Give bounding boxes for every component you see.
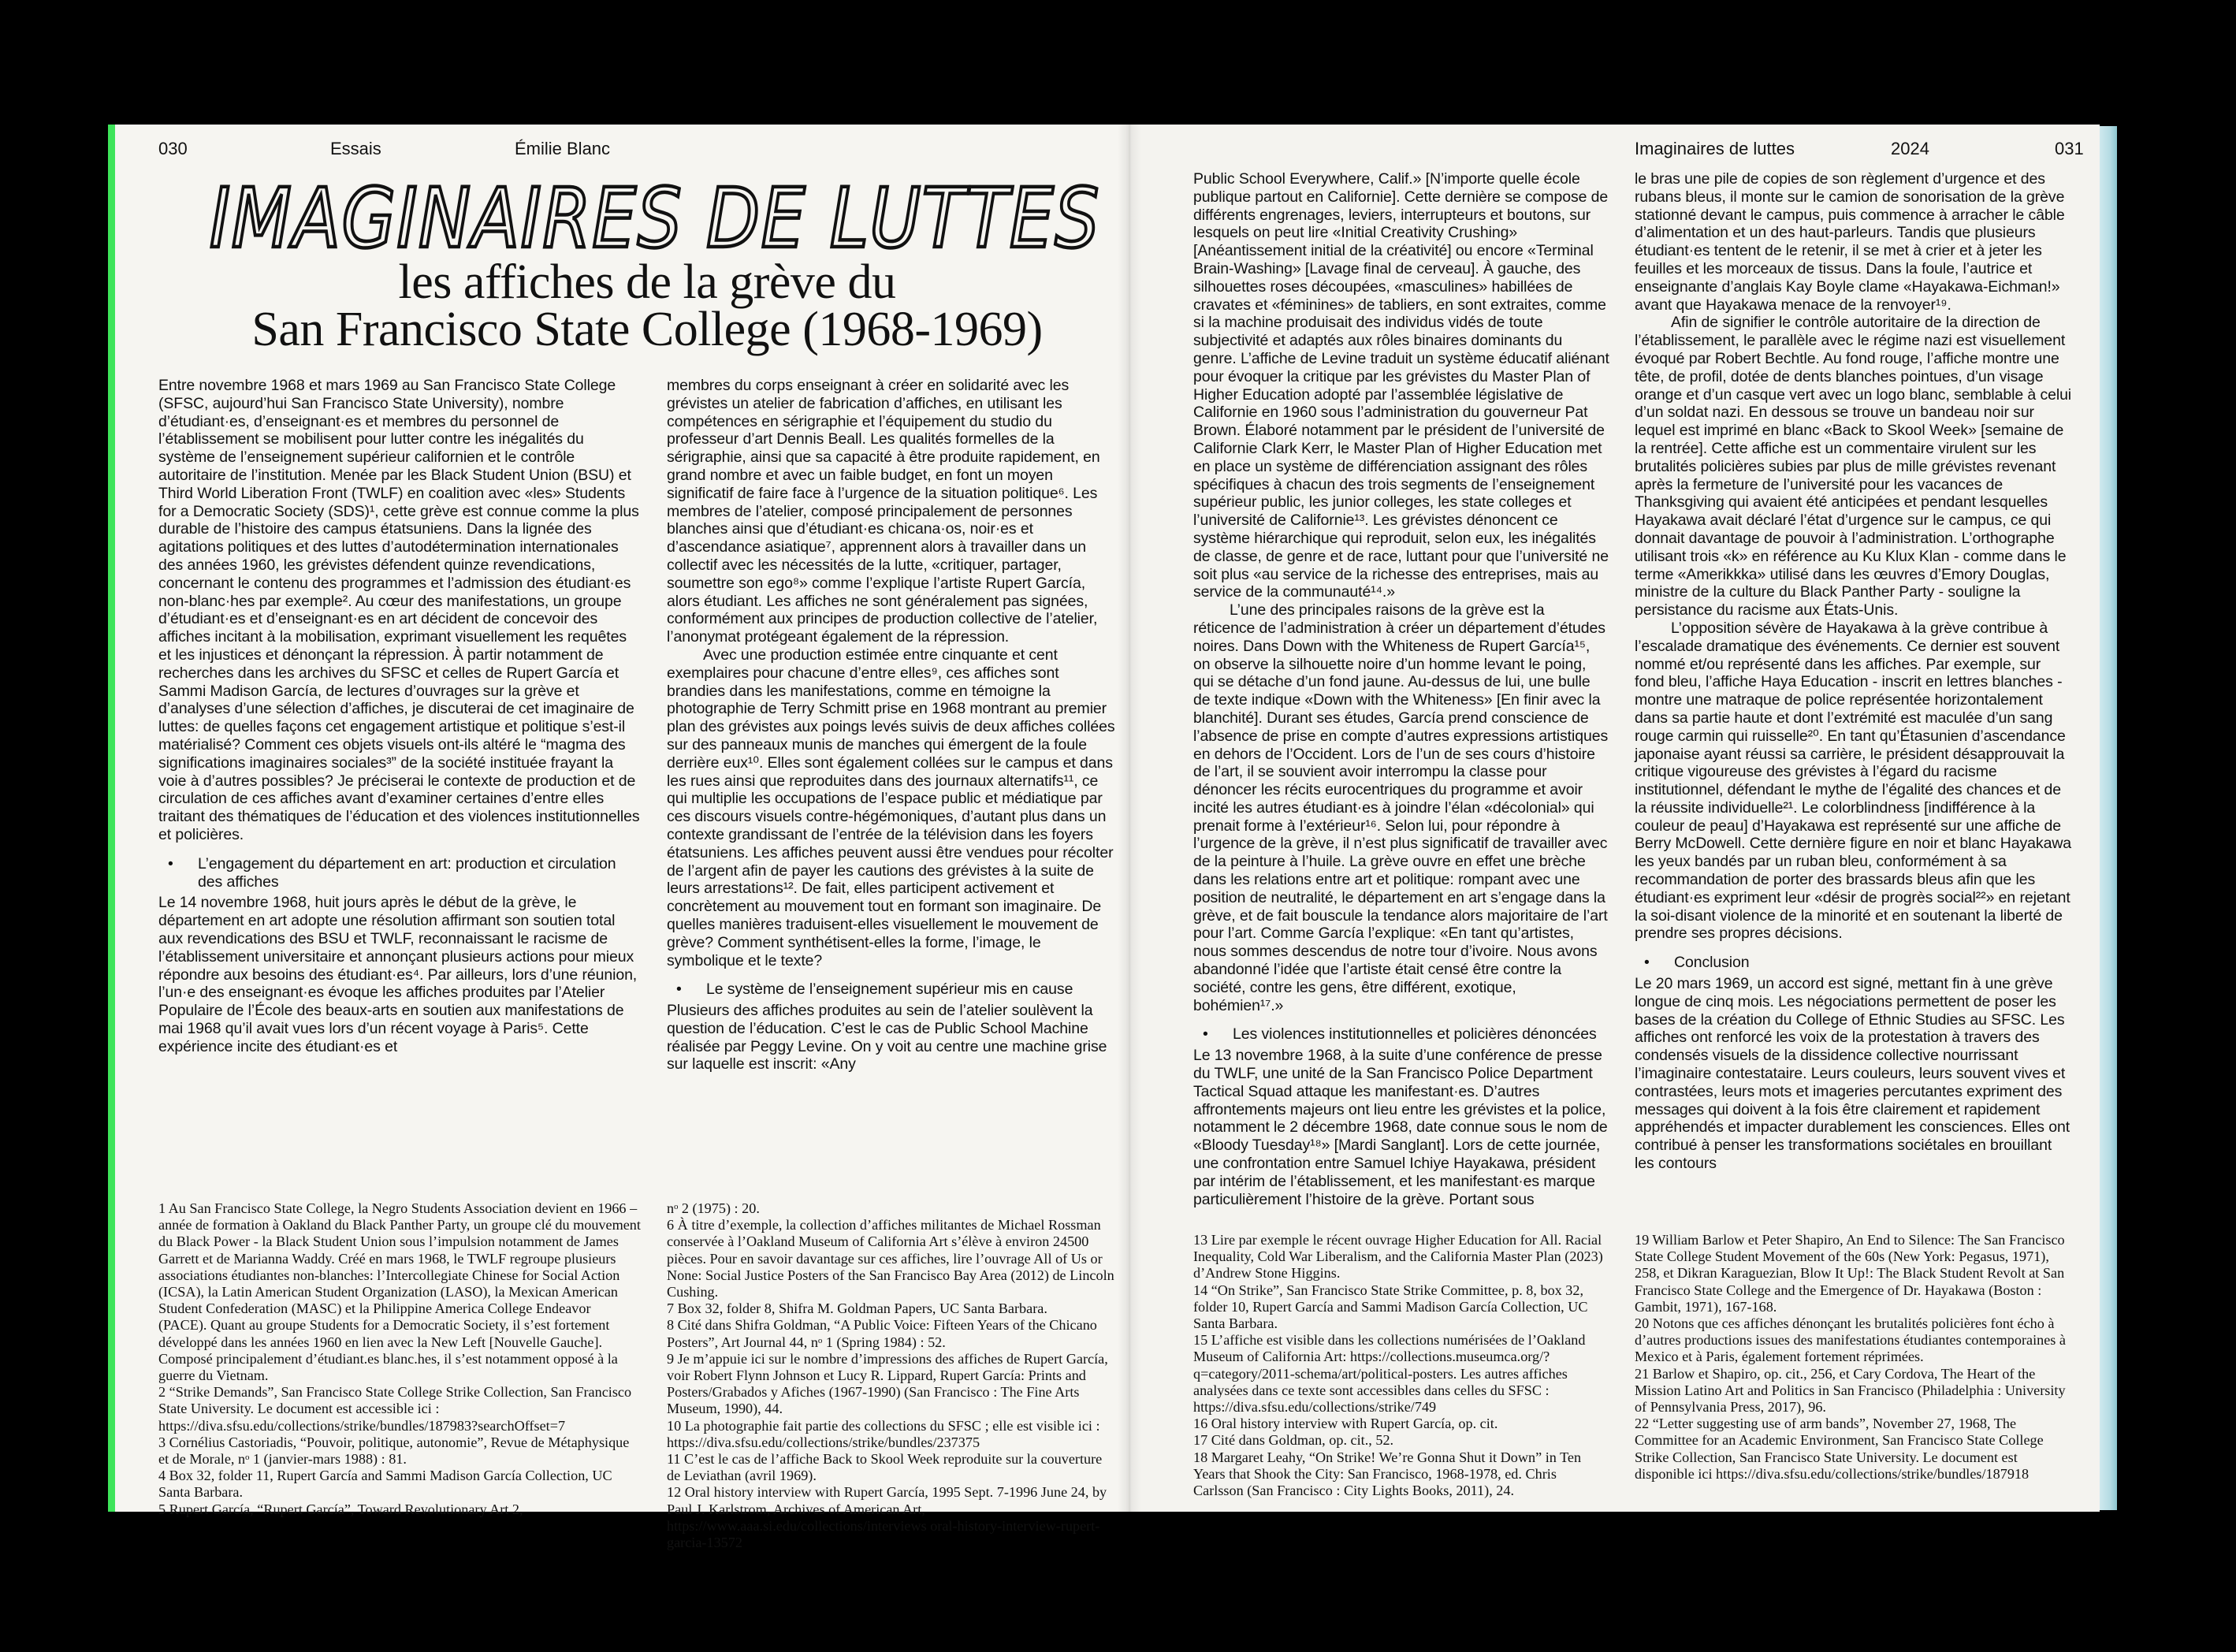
left-footnotes-col-1 <box>158 1200 641 1518</box>
body-paragraph: Public School Everywhere, Calif.» [N’importe quelle école publique partout en Californie]. Cette dernière se compose de différents engrenages, leviers, interrupteurs et boutons, sur lesquels on peut lire «Initial Creativity Crushing» [Anéantissement initial de la créativité] ou encore «Terminal Brain-Washing» [Lavage final de cerveau]. À gauche, des silhouettes roses découpées, «masculines» habillées de cravates et «féminines» de tabliers, en sont extraites, comme si la machine produisait des individus vidés de toute subjectivité et adaptés aux rôles binaires dominants du genre. L’affiche de Levine traduit un système éducatif aliénant pour évoquer la critique par les grévistes du Master Plan of Higher Education adopté par l’assemblée législative de Californie en 1960 sous l’administration du gouverneur Pat Brown. Élaboré notamment par le président de l’université de Californie Clark Kerr, le Master Plan of Higher Education met en place un système de différenciation assignant des rôles spécifiques à chacun des trois segments de l’enseignement supérieur public, les junior colleges, les state colleges et l’université de Californie¹³. Les grévistes dénoncent ce système hiérarchique qui reproduit, selon eux, les inégalités de classe, de genre et de race, luttant pour que l’université ne soit plus «au service de la richesse des entreprises, mais au service de la communauté¹⁴.» <box>1193 170 1609 601</box>
section-heading-engagement <box>158 855 641 891</box>
section-heading-text: Le système de l’enseignement supérieur mis en cause <box>706 980 1073 999</box>
footnote: 19 William Barlow et Peter Shapiro, An End to Silence: The San Francisco State College Student Movement of the 60s (New York: Pegasus, 1971), 258, et Dikran Karaguezian, Blow It Up!: The Black Student Revolt at San Francisco State College and the Emergence of Dr. Hayakawa (Boston : Gambit, 1971), 167-168. <box>1635 1232 2065 1315</box>
right-page-number: 031 <box>2055 139 2084 158</box>
section-heading-text: Conclusion <box>1674 954 1750 972</box>
footnote: 6 À titre d’exemple, la collection d’affiches militantes de Michael Rossman conservée à l’Oakland Museum of California Art s’élève à environ 24500 pièces. Pour en savoir davantage sur ces affiches, lire l’ouvrage All of Us or None: Social Justice Posters of the San Francisco Bay Area (2012) de Lincoln Cushing. <box>667 1217 1114 1300</box>
book-gutter-shadow <box>1118 125 1141 1512</box>
left-page-number: 030 <box>158 139 188 158</box>
section-heading-violences <box>1193 1025 1609 1044</box>
footnote: 20 Notons que ces affiches dénonçant les brutalités policières font écho à d’autres productions issues des manifestations étudiantes contemporaines à Mexico et à Paris, également fortement réprimées. <box>1635 1315 2067 1365</box>
footnote: 18 Margaret Leahy, “On Strike! We’re Gonna Shut it Down” in Ten Years that Shook the City: San Francisco, 1968-1978, ed. Chris Carlsson (San Francisco : City Lights Books, 2011), 24. <box>1193 1449 1582 1499</box>
left-footnotes-col-2 <box>667 1200 1118 1551</box>
left-column-1 <box>158 377 641 1055</box>
footnote: 17 Cité dans Goldman, op. cit., 52. <box>1193 1432 1394 1449</box>
subtitle-line-2: San Francisco State College (1968-1969) <box>251 303 1043 356</box>
footnote: 1 Au San Francisco State College, la Negro Students Association devient en 1966 – année de formation à Oakland du Black Panther Party, un groupe clé du mouvement du Black Power - la Black Student Union sous l’impulsion notamment de James Garrett et de Marianna Waddy. Créé en mars 1968, le TWLF regroupe plusieurs associations étudiantes non-blanches: l’Intercollegiate Chinese for Social Action (ICSA), la Latin American Student Organization (LASO), la Mexican American Student Confederation (MASC) et la Philippine America College Endeavor (PACE). Quant au groupe Students for a Democratic Society, il s’est fortement développé dans les années 1960 en lien avec la New Left [Nouvelle Gauche]. Composé principalement d’étudiant.es blanc.hes, il s’est notamment opposé à la guerre du Vietnam. <box>158 1200 641 1384</box>
footnote: 11 C’est le cas de l’affiche Back to Skool Week reproduite sur la couverture de Leviathan (avril 1969). <box>667 1451 1103 1484</box>
footnote: 15 L’affiche est visible dans les collections numérisées de l’Oakland Museum of California Art: https://collections.museumca.org/?q=category/2011-schema/art/political-posters. Les autres affiches analysées dans ce texte sont accessibles dans celles du SFSC : https://diva.sfsu.edu/collections/strike/749 <box>1193 1332 1586 1416</box>
footnote: 14 “On Strike”, San Francisco State Strike Committee, p. 8, box 32, folder 10, Rupert García and Sammi Madison García Collection, UC Santa Barbara. <box>1193 1282 1588 1332</box>
handwritten-title-text: IMAGINAIRES DE LUTTES <box>210 170 1100 266</box>
left-page <box>108 125 1126 1551</box>
right-footnotes-col-2 <box>1635 1232 2074 1483</box>
footnote: 7 Box 32, folder 8, Shifra M. Goldman Papers, UC Santa Barbara. <box>667 1300 1047 1317</box>
footnote: 5 Rupert García, “Rupert García”, Toward Revolutionary Art 2, <box>158 1501 523 1517</box>
right-footnotes-col-1 <box>1193 1232 1609 1499</box>
footnote: 3 Cornélius Castoriadis, “Pouvoir, politique, autonomie”, Revue de Métaphysique et de Morale, nᵒ 1 (janvier-mars 1988) : 81. <box>158 1434 630 1468</box>
right-page <box>1126 125 2100 1512</box>
left-section-label: Essais <box>330 139 381 158</box>
page-stack-edge <box>2100 126 2117 1510</box>
footnote: 4 Box 32, folder 11, Rupert García and Sammi Madison García Collection, UC Santa Barbara. <box>158 1468 612 1501</box>
section-heading-enseignement <box>667 980 1118 999</box>
footnote: 12 Oral history interview with Rupert García, 1995 Sept. 7-1996 June 24, by Paul J. Karlstrom, Archives of American Art, https://www.aaa.si.edu/collections/interviews oral-history-interview-rupert-garcia-13572 <box>667 1484 1107 1551</box>
left-column-2 <box>667 377 1118 1073</box>
footnote: 22 “Letter suggesting use of arm bands”, November 27, 1968, The Committee for an Academic Environment, San Francisco State College Strike Collection, San Francisco State University. Le document est disponible ici https://diva.sfsu.edu/collections/strike/bundles/187918 <box>1635 1416 2044 1482</box>
footnote: 9 Je m’appuie ici sur le nombre d’impressions des affiches de Rupert García, voir Robert Flynn Johnson et Lucy R. Lippard, Rupert García: Prints and Posters/Grabados y Afiches (1967-1990) (San Francisco : The Fine Arts Museum, 1990), 44. <box>667 1350 1108 1417</box>
footnote: 8 Cité dans Shifra Goldman, “A Public Voice: Fifteen Years of the Chicano Posters”, Art Journal 44, nᵒ 1 (Spring 1984) : 52. <box>667 1317 1097 1350</box>
subtitle-line-1: les affiches de la grève du <box>398 255 896 309</box>
body-paragraph: Afin de signifier le contrôle autoritaire de la direction de l’établissement, le parallèle avec le régime nazi est visuellement évoqué par Robert Bechtle. Au fond rouge, l’affiche montre une tête, de profil, dotée de dents blanches pointues, d’un visage orange et d’un casque vert avec un logo blanc, semblable à celui d’un soldat nazi. En dessous se trouve un bandeau noir sur lequel est imprimé en blanc «Back to Skool Week» [semaine de la rentrée]. Cette affiche est un commentaire virulent sur les brutalités policières subies par plus de mille grévistes revenant après la fermeture de l’université pour les vacances de Thanksgiving qui avaient été anticipées et pendant lesquelles Hayakawa avait déclaré l’état d’urgence sur le campus, ce qui donnait davantage de pouvoir à l’administration. L’orthographe utilisant trois «k» en référence au Ku Klux Klan - comme dans le terme «Amerikkka» utilisé dans les œuvres d’Emory Douglas, ministre de la culture du Black Panther Party - souligne la persistance du racisme aux États-Unis. <box>1635 314 2072 620</box>
left-author: Émilie Blanc <box>515 139 611 158</box>
bullet-icon: • <box>676 980 682 999</box>
body-paragraph: Le 14 novembre 1968, huit jours après le début de la grève, le département en art adopte une résolution affirmant son soutien total aux revendications des BSU et TWLF, reconnaissant le racisme de l’établissement universitaire et annonçant plusieurs actions pour mieux répondre aux besoins des étudiant·es⁴. Par ailleurs, lors d’une réunion, l’un·e des enseignant·es évoque les affiches produites par l’Atelier Populaire de l’École des beaux-arts en soutien aux manifestations de mai 1968 qu’il avait vues lors d’un récent voyage à Paris⁵. Cette expérience incite des étudiant·es et <box>158 894 638 1055</box>
body-paragraph: Le 20 mars 1969, un accord est signé, mettant fin à une grève longue de cinq mois. Les négociations permettent de poser les bases de la création du College of Ethnic Studies au SFSC. Les affiches ont renforcé les voix de la protestation à travers des condensés visuels de la dissidence collective nourrissant l’imaginaire contestataire. Leurs couleurs, leurs souvent vives et contrastées, leurs mots et imageries percutantes expriment des messages qui doivent à la fois être clairement et rapidement appréhendés et impacter durablement les consciences. Elles ont contribué à penser les transformations sociétales en brouillant les contours <box>1635 975 2070 1173</box>
footnote: 21 Barlow et Shapiro, op. cit., 256, et Cary Cordova, The Heart of the Mission Latino Art and Politics in San Francisco (Philadelphia : University of Pennsylvania Press, 2017), 96. <box>1635 1365 2066 1416</box>
footnote: nᵒ 2 (1975) : 20. <box>667 1200 760 1216</box>
section-heading-conclusion <box>1635 954 2074 972</box>
bullet-icon: • <box>168 854 173 873</box>
right-column-2 <box>1635 170 2074 1173</box>
body-paragraph: le bras une pile de copies de son règlement d’urgence et des rubans bleus, il monte sur le camion de sonorisation de la grève stationné devant le campus, puis commence à arracher le câble d’alimentation et un des haut-parleurs. Tandis que plusieurs étudiant·es tentent de le retenir, il se met à crier et à jeter les feuilles et les morceaux de tissus. Dans la foule, l’autrice et enseignante d’anglais Kay Boyle clame «Hayakawa-Eichman!» avant que Hayakawa menace de la renvoyer¹⁹. <box>1635 170 2065 314</box>
section-heading-text: L’engagement du département en art: production et circulation des affiches <box>198 854 616 891</box>
body-paragraph: Le 13 novembre 1968, à la suite d’une conférence de presse du TWLF, une unité de la San Francisco Police Department Tactical Squad attaque les manifestant·es. D’autres affrontements majeurs ont lieu entre les grévistes et la police, notamment le 2 décembre 1968, date connue sous le nom de «Bloody Tuesday¹⁸» [Mardi Sanglant]. Lors de cette journée, une confrontation entre Samuel Ichiye Hayakawa, président par intérim de l’établissement, et les manifestant·es marque particulièrement l’histoire de la grève. Portant sous <box>1193 1047 1608 1208</box>
body-paragraph: L’opposition sévère de Hayakawa à la grève contribue à l’escalade dramatique des événements. Ce dernier est souvent nommé et/ou représenté dans les affiches. Par exemple, sur fond bleu, l’affiche Haya Education - inscrit en lettres blanches - montre une matraque de police représentée horizontalement dans sa partie haute et dont l’extrémité est maculée d’un sang rouge carmin qui ruisselle²⁰. En tant qu’Étasunien d’ascendance japonaise ayant réussi sa carrière, le président désapprouvait la critique vigoureuse des grévistes à l’égard du racisme institutionnel, défendant le mythe de l’égalité des chances et de la réussite individuelle²¹. Le colorblindness [indifférence à la couleur de peau] d’Hayakawa est représenté sur une affiche de Berry McDowell. Cette dernière figure en noir et blanc Hayakawa les yeux bandés par un ruban bleu, conformément à sa recommandation de porter des brassards bleus afin que les étudiant·es expriment leur «désir de progrès social²²» en rejetant la soi-disant violence de la minorité et en soutenant la liberté de prendre ses propres décisions. <box>1635 619 2072 943</box>
right-column-1 <box>1193 170 1609 1208</box>
bullet-icon: • <box>1203 1025 1208 1044</box>
intro-paragraph: Entre novembre 1968 et mars 1969 au San Francisco State College (SFSC, aujourd’hui San Francisco State University), nombre d’étudiant·es, d’enseignant·es et membres du personnel de l’établissement se mobilisent pour lutter contre les inégalités du système de l’enseignement supérieur californien et le contrôle autoritaire de l’institution. Menée par les Black Student Union (BSU) et Third World Liberation Front (TWLF) en coalition avec «les» Students for a Democratic Society (SDS)¹, cette grève est connue comme la plus durable de l’histoire des campus étatsuniens. Dans la lignée des agitations politiques et des luttes d’autodétermination internationales des années 1960, les grévistes défendent quinze revendications, concernant le contenu des programmes et l’admission des étudiant·es non-blanc·hes par exemple². Au cœur des manifestations, un groupe d’étudiant·es et d’enseignant·es en art décident de concevoir des affiches incitant à la mobilisation, exprimant visuellement les requêtes et les injustices et dénonçant la répression. À partir notamment de recherches dans les archives du SFSC et celles de Rupert García et Sammi Madison García, de lectures d’ouvrages sur la grève et d’analyses d’une sélection d’affiches, je discuterai de cet imaginaire de luttes: de quelles façons cet engagement artistique et politique s’est-il matérialisé? Comment ces objets visuels ont-ils altéré le “magma des significations imaginaires sociales³” de la société instituée frayant la voie à d’autres possibles? Je préciserai le contexte de production et de circulation de ces affiches avant d’examiner certaines d’entre elles traitant des thématiques de l’éducation et des violences institutionnelles et policières. <box>158 377 640 843</box>
footnote: 2 “Strike Demands”, San Francisco State College Strike Collection, San Francisco State University. Le document est accessible ici : https://diva.sfsu.edu/collections/strike/bundles/187983?searchOffset=7 <box>158 1384 632 1434</box>
article-subtitle <box>162 255 1132 356</box>
footnote: 10 La photographie fait partie des collections du SFSC ; elle est visible ici : https://diva.sfsu.edu/collections/strike/bundles/237375 <box>667 1417 1100 1450</box>
body-paragraph: Avec une production estimée entre cinquante et cent exemplaires pour chacune d’entre elles⁹, ces affiches sont brandies dans les manifestations, comme en témoigne la photographie de Terry Schmitt prise en 1968 montrant au premier plan des grévistes aux poings levés suivis de deux affiches collées sur des panneaux munis de manches qui émergent de la foule derrière eux¹⁰. Elles sont également collées sur le campus et dans les rues ainsi que reproduites dans des journaux alternatifs¹¹, ce qui multiplie les occupations de l’espace public et médiatique par ces discours visuels contre-hégémoniques, d’autant plus dans un contexte grandissant de l’entrée de la télévision dans les foyers étatsuniens. Les affiches peuvent aussi être vendues pour récolter de l’argent afin de payer les cautions des grévistes à la suite de leurs arrestations¹². De fait, elles participent activement et concrètement au mouvement tout en formant son imaginaire. De quelles manières traduisent-elles visuellement le mouvement de grève? Comment synthétisent-elles la forme, l’image, le symbolique et le texte? <box>667 646 1115 969</box>
right-running-title: Imaginaires de luttes <box>1635 139 1795 158</box>
body-paragraph: Plusieurs des affiches produites au sein de l’atelier soulèvent la question de l’éducation. C’est le cas de Public School Machine réalisée par Peggy Levine. On y voit au centre une machine grise sur laquelle est inscrit: «Any <box>667 1002 1107 1073</box>
body-paragraph: membres du corps enseignant à créer en solidarité avec les grévistes un atelier de fabrication d’affiches, en utilisant les compétences en sérigraphie et l’équipement du studio du professeur d’art Dennis Beall. Les qualités formelles de la sérigraphie, ainsi que sa capacité à être produite rapidement, en grand nombre et avec un faible budget, en font un moyen significatif de faire face à l’urgence de la situation politique⁶. Les membres de l’atelier, composé principalement de personnes blanches ainsi que d’étudiant·es chicana·os, noir·es et d’ascendance asiatique⁷, apprennent alors à travailler dans un collectif avec les nécessités de la lutte, «critiquer, partager, soumettre son ego⁸» comme l’explique l’artiste Rupert García, alors étudiant. Les affiches ne sont généralement pas signées, conformément aux principes de production collective de l’atelier, l’anonymat protégeant également de la répression. <box>667 377 1100 646</box>
body-paragraph: L’une des principales raisons de la grève est la réticence de l’administration à créer un département d’études noires. Dans Down with the Whiteness de Rupert García¹⁵, on observe la silhouette noire d’un homme levant le poing, qui se détache d’un fond jaune. Au-dessus de lui, une bulle de texte indique «Down with the Whiteness» [En finir avec la blanchité]. Durant ses études, García prend conscience de l’absence de prise en compte d’autres expressions artistiques en dehors de l’Occident. Lors de l’un de ses cours d’histoire de l’art, il se souvient avoir interrompu la classe pour dénoncer les récits eurocentriques du programme et avoir incité les autres étudiant·es à joindre l’élan «décolonial» qui prenait forme à l’extérieur¹⁶. Selon lui, pour répondre à l’urgence de la grève, il n’est plus significatif de travailler avec de la peinture à l’huile. La grève ouvre en effet une brèche dans les relations entre art et politique: rompant avec une position de neutralité, le département en art s’engage dans la grève, et de fait bouscule la tendance alors majoritaire de l’art pour l’art. Comme García l’explique: «En tant qu’artistes, nous sommes descendus de notre tour d’ivoire. Nous avons abandonné l’idée que l’artiste était censé être contre la société, contre les gens, être différent, exotique, bohémien¹⁷.» <box>1193 601 1609 1014</box>
footnote: 13 Lire par exemple le récent ouvrage Higher Education for All. Racial Inequality, Cold War Liberalism, and the California Master Plan (2023) d’Andrew Stone Higgins. <box>1193 1232 1603 1282</box>
section-heading-text: Les violences institutionnelles et policières dénoncées <box>1233 1025 1597 1044</box>
footnote: 16 Oral history interview with Rupert García, op. cit. <box>1193 1416 1498 1432</box>
right-year: 2024 <box>1891 139 1929 158</box>
bullet-icon: • <box>1644 954 1650 972</box>
